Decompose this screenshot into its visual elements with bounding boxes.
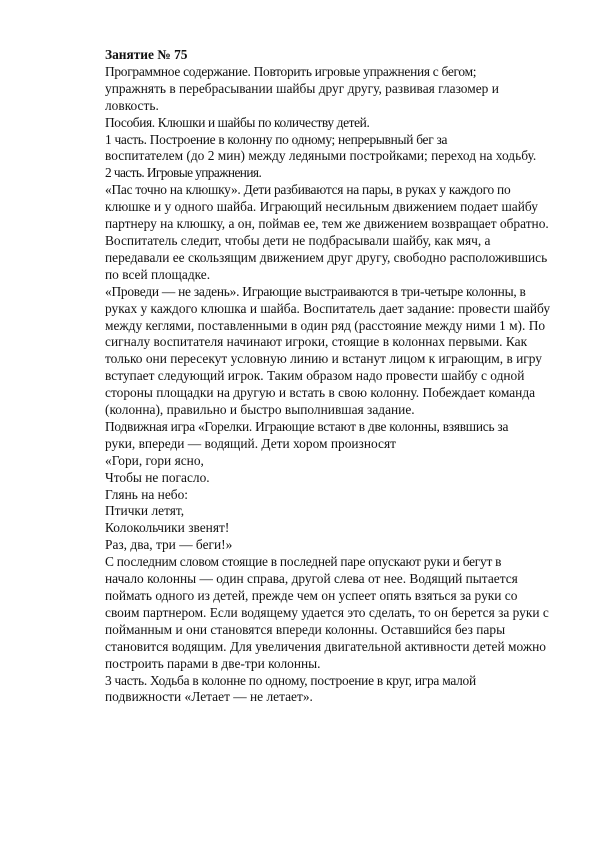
paragraph-active-game [88,419,553,453]
text-line: 3 часть. Ходьба в колонне по одному, построение в круг, игра малой [105,672,476,688]
text-line: (колонна), правильно и быстро выполнившая задание. [105,402,415,418]
paragraph-equipment [88,115,553,132]
text-line: партнеру на клюшку, а он, поймав ее, тем же движением возвращает обратно. [105,216,549,232]
text-line: только они пересекут условную линию и встанут лицом к играющим, в игру [105,351,542,367]
text-line: по всей площадке. [105,266,211,282]
text-line: Программное содержание. Повторить игровые упражнения с бегом; [105,63,477,79]
text-line: руки, впереди — водящий. Дети хором произносят [105,435,396,451]
text-line: 1 часть. Построение в колонну по одному; непрерывный бег за [105,131,448,147]
text-line: С последним словом стоящие в последней паре опускают руки и бегут в [105,554,502,570]
paragraph-pass-exercise [88,182,553,283]
lesson-title: Занятие № 75 [105,47,188,62]
verse-line: Колокольчики звенят! [105,520,230,536]
text-line: стороны площадки на другую и встать в свою колонну. Побеждает команда [105,385,536,401]
text-line: ловкость. [105,97,159,113]
text-line: сигналу воспитателя начинают игроки, стоящие в колоннах первыми. Как [105,334,528,350]
text-line: построить парами в две-три колонны. [105,655,321,671]
text-line: Подвижная игра «Горелки. Играющие встают в две колонны, взявшись за [105,418,509,434]
text-line: своим партнером. Если водящему удается это сделать, то он берется за руки с [105,604,549,620]
verse [88,453,553,554]
text-line: 2 часть. Игровые упражнения. [105,165,262,181]
text-line: поймать одного из детей, прежде чем он успеет опять взяться за руки со [105,588,518,603]
text-line: между кеглями, поставленными в один ряд (расстояние между ними 1 м). По [105,317,546,333]
paragraph-program-content [88,64,553,115]
text-line: начало колонны — один справа, другой слева от нее. Водящий пытается [105,571,518,587]
text-line: пойманным и они становятся впереди колонны. Оставшийся без пары [105,621,506,637]
verse-line: Птички летят, [105,503,185,519]
verse-line: Раз, два, три — беги!» [105,537,233,553]
text-line: «Проведи — не задень». Играющие выстраиваются в три-четыре колонны, в [105,283,526,299]
text-line: Пособия. Клюшки и шайбы по количеству детей. [105,114,370,130]
text-line: подвижности «Летает — не летает». [105,689,313,705]
text-line: вступает следующий игрок. Таким образом надо провести шайбу с одной [105,368,525,384]
paragraph-part-1 [88,132,553,166]
text-line: становится водящим. Для увеличения двигательной активности детей можно [105,638,546,654]
paragraph-part-3 [88,673,553,707]
verse-line: Чтобы не погасло. [105,469,210,485]
text-line: «Пас точно на клюшку». Дети разбиваются на пары, в руках у каждого по [105,182,511,198]
text-line: воспитателем (до 2 мин) между ледяными постройками; переход на ходьбу. [105,148,537,164]
text-line: клюшке и у одного шайба. Играющий несильным движением подает шайбу [105,199,538,215]
text-line: упражнять в перебрасывании шайбы друг другу, развивая глазомер и [105,80,499,96]
verse-line: Глянь на небо: [105,486,188,502]
text-line: руках у каждого клюшка и шайба. Воспитатель дает задание: провести шайбу [105,300,551,316]
text-line: передавали ее скользящим движением друг другу, свободно расположившись [105,249,548,265]
paragraph-game-rules [88,554,553,672]
paragraph-dribble-exercise [88,284,553,419]
text-line: Воспитатель следит, чтобы дети не подбрасывали шайбу, как мяч, а [105,232,491,248]
paragraph-part-2 [88,165,553,182]
document-body [88,47,553,706]
verse-line: «Гори, гори ясно, [105,452,204,468]
